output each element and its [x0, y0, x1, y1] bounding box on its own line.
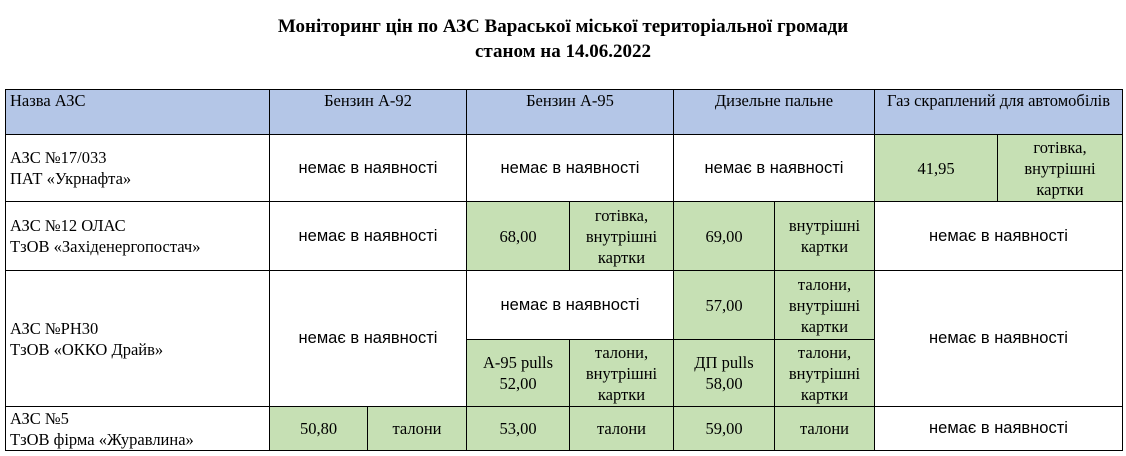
station-name	[6, 135, 270, 202]
station-number: АЗС №17/033	[10, 148, 107, 167]
a92-price: 50,80	[270, 407, 368, 451]
dp-pulls-label: ДП pulls	[694, 353, 754, 372]
diesel-status: немає в наявності	[674, 135, 875, 202]
diesel-payment: талони	[775, 407, 875, 451]
dp-pulls-price	[674, 340, 775, 407]
a95-pulls-value: 52,00	[499, 374, 537, 393]
a92-status: немає в наявності	[270, 135, 467, 202]
station-number: АЗС №12 ОЛАС	[10, 216, 126, 235]
header-a92: Бензин А-92	[270, 90, 467, 135]
header-station-name: Назва АЗС	[6, 90, 270, 135]
dp-pulls-value: 58,00	[705, 374, 743, 393]
a92-status: немає в наявності	[270, 271, 467, 407]
header-gas: Газ скраплений для автомобілів	[875, 90, 1123, 135]
table-row	[6, 407, 1123, 451]
table-row	[6, 271, 1123, 340]
gas-status: немає в наявності	[875, 271, 1123, 407]
a95-price: 68,00	[467, 202, 570, 271]
table-row	[6, 202, 1123, 271]
diesel-price: 59,00	[674, 407, 775, 451]
gas-status: немає в наявності	[875, 407, 1123, 451]
a95-payment: готівка, внутрішні картки	[570, 202, 674, 271]
header-a95: Бензин А-95	[467, 90, 674, 135]
a95-pulls-payment: талони, внутрішні картки	[570, 340, 674, 407]
station-number: АЗС №5	[10, 408, 69, 428]
station-name	[6, 407, 270, 451]
a95-payment: талони	[570, 407, 674, 451]
diesel-payment: талони, внутрішні картки	[775, 271, 875, 340]
station-company: ТзОВ фірма «Журавлина»	[10, 429, 194, 449]
station-name	[6, 271, 270, 407]
station-company: ТзОВ «Західенергопостач»	[10, 237, 201, 256]
a95-price: 53,00	[467, 407, 570, 451]
page-title: Моніторинг цін по АЗС Вараської міської територіальної громади	[277, 16, 849, 37]
diesel-payment: внутрішні картки	[775, 202, 875, 271]
station-number: АЗС №РН30	[10, 318, 99, 338]
station-company: ТзОВ «ОККО Драйв»	[10, 339, 164, 359]
a95-status: немає в наявності	[467, 135, 674, 202]
a92-payment: талони	[368, 407, 467, 451]
a95-status: немає в наявності	[467, 271, 674, 340]
table-row	[6, 135, 1123, 202]
gas-payment: готівка, внутрішні картки	[998, 135, 1123, 202]
dp-pulls-payment: талони, внутрішні картки	[775, 340, 875, 407]
header-diesel: Дизельне пальне	[674, 90, 875, 135]
a95-pulls-price	[467, 340, 570, 407]
gas-price: 41,95	[875, 135, 998, 202]
station-name	[6, 202, 270, 271]
a95-pulls-label: А-95 pulls	[482, 353, 554, 372]
a92-status: немає в наявності	[270, 202, 467, 271]
diesel-price: 57,00	[674, 271, 775, 340]
page-subtitle-date: станом на 14.06.2022	[475, 41, 651, 62]
price-table	[5, 89, 1123, 451]
gas-status: немає в наявності	[875, 202, 1123, 271]
station-company: ПАТ «Укрнафта»	[10, 169, 132, 188]
diesel-price: 69,00	[674, 202, 775, 271]
table-header-row	[6, 90, 1123, 135]
